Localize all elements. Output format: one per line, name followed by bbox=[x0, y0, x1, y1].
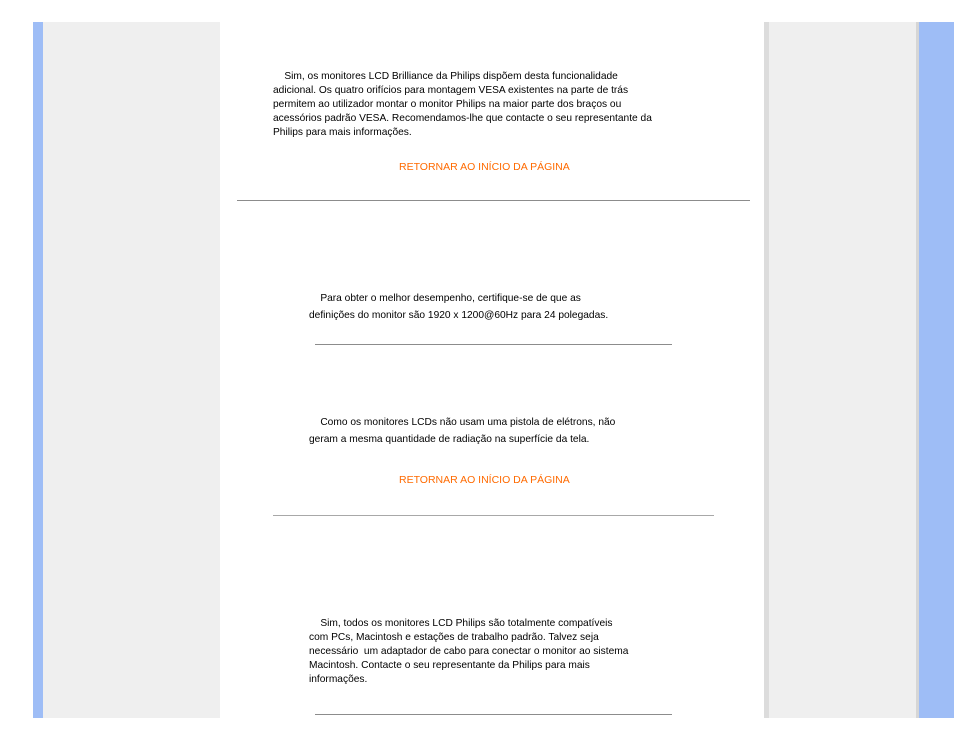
answer-line: acessórios padrão VESA. Recomendamos-lhe que contacte o seu representante da bbox=[273, 113, 652, 124]
answer-line: Sim, todos os monitores LCD Philips são totalmente compatíveis bbox=[309, 618, 613, 629]
section-divider bbox=[273, 515, 714, 516]
right-sidebar-panel bbox=[769, 22, 916, 718]
left-sidebar-panel bbox=[43, 22, 220, 718]
back-to-top-link[interactable]: RETORNAR AO INÍCIO DA PÁGINA bbox=[399, 161, 570, 173]
section-divider bbox=[237, 200, 750, 201]
answer-paragraph-vesa bbox=[273, 70, 743, 140]
answer-line: Philips para mais informações. bbox=[273, 127, 412, 138]
right-blue-border bbox=[919, 22, 954, 718]
left-blue-border bbox=[33, 22, 43, 718]
answer-line: necessário um adaptador de cabo para conectar o monitor ao sistema bbox=[309, 646, 629, 657]
answer-line: geram a mesma quantidade de radiação na superfície da tela. bbox=[309, 434, 590, 445]
answer-line: com PCs, Macintosh e estações de trabalho padrão. Talvez seja bbox=[309, 632, 599, 643]
answer-line: Macintosh. Contacte o seu representante da Philips para mais bbox=[309, 660, 590, 671]
back-to-top-link[interactable]: RETORNAR AO INÍCIO DA PÁGINA bbox=[399, 474, 570, 486]
section-divider bbox=[315, 344, 672, 345]
answer-line: adicional. Os quatro orifícios para montagem VESA existentes na parte de trás bbox=[273, 85, 629, 96]
answer-paragraph-compatibility bbox=[309, 617, 709, 687]
answer-line: Sim, os monitores LCD Brilliance da Philips dispõem desta funcionalidade bbox=[273, 71, 618, 82]
answer-paragraph-radiation bbox=[309, 414, 709, 448]
section-divider bbox=[315, 714, 672, 715]
answer-line: informações. bbox=[309, 674, 368, 685]
answer-line: Para obter o melhor desempenho, certifique-se de que as bbox=[309, 293, 581, 304]
answer-paragraph-resolution bbox=[309, 290, 709, 324]
answer-line: Como os monitores LCDs não usam uma pistola de elétrons, não bbox=[309, 417, 616, 428]
answer-line: definições do monitor são 1920 x 1200@60Hz para 24 polegadas. bbox=[309, 310, 609, 321]
answer-line: permitem ao utilizador montar o monitor Philips na maior parte dos braços ou bbox=[273, 99, 622, 110]
